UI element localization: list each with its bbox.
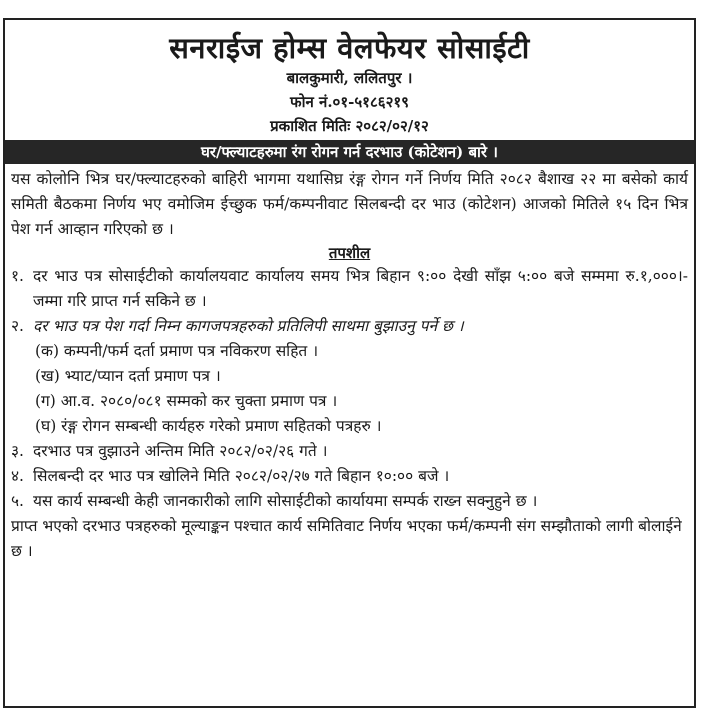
item-text: दरभाउ पत्र वुझाउने अन्तिम मिति २०८२/०२/२६ गते । xyxy=(33,442,328,460)
list-item xyxy=(11,464,688,489)
list-item xyxy=(11,439,688,464)
sub-list-item: (ग) आ.व. २०८०/०८१ सम्मको कर चुक्ता प्रमाण पत्र । xyxy=(35,392,338,410)
sub-list-item: (क) कम्पनी/फर्म दर्ता प्रमाण पत्र नविकरण सहित । xyxy=(35,342,319,360)
address: बालकुमारी, ललितपुर । xyxy=(286,69,413,87)
list-item xyxy=(11,264,688,314)
item-text: दर भाउ पत्र सोसाईटीको कार्यालयवाट कार्यालय समय भित्र बिहान ९:०० देखी साँझ ५:०० बजे सम्ममा रु.१,०००।- जम्मा गरि प्राप्त गर्न सकिने छ । xyxy=(33,267,688,310)
item-text: यस कार्य सम्बन्धी केही जानकारीको लागि सोसाईटीको कार्यायमा सम्पर्क राख्न सक्नुहुने छ । xyxy=(33,492,538,510)
item-number: २. xyxy=(11,317,24,335)
item-number: १. xyxy=(11,267,24,285)
list-item xyxy=(11,314,688,339)
intro-paragraph: यस कोलोनि भित्र घर/फ्ल्याटहरुको बाहिरी भागमा यथासिघ्र रंङ्ग रोगन गर्ने निर्णय मिति २०८२ बैशाख २२ मा बसेको कार्य समिती बैठकमा निर्णय भए वमोजिम ईच्छुक फर्म/कम्पनीवाट सिलबन्दी दर भाउ (कोटेशन) आजको मितिले १५ दिन भित्र पेश गर्न आव्हान गरिएको छ । xyxy=(11,170,688,238)
published-date: प्रकाशित मितिः २०८२/०२/१२ xyxy=(270,117,429,135)
phone-number: फोन नं.०१-५१८६२१९ xyxy=(290,93,409,111)
item-text: दर भाउ पत्र पेश गर्दा निम्न कागजपत्रहरुको प्रतिलिपी साथमा बुझाउनु पर्ने छ । xyxy=(33,317,464,335)
item-text: सिलबन्दी दर भाउ पत्र खोलिने मिति २०८२/०२/२७ गते बिहान १०:०० बजे । xyxy=(33,467,450,485)
notice-box xyxy=(3,18,696,708)
society-title: सनराईज होम्स वेलफेयर सोसाईटी xyxy=(169,31,530,65)
notice-subject-banner: घर/फ्ल्याटहरुमा रंग रोगन गर्न दरभाउ (कोटेशन) बारे । xyxy=(5,140,694,164)
sub-list-item: (ख) भ्याट/प्यान दर्ता प्रमाण पत्र । xyxy=(35,367,221,385)
details-heading: तपशील xyxy=(328,244,371,262)
list-item xyxy=(11,489,688,514)
closing-paragraph: प्राप्त भएको दरभाउ पत्रहरुको मूल्याङ्कन पश्चात कार्य समितिवाट निर्णय भएका फर्म/कम्पनी संग सम्झौताको लागी बोलाईने छ । xyxy=(11,517,682,560)
item-number: ४. xyxy=(11,467,24,485)
item-number: ३. xyxy=(11,442,24,460)
sub-list-item: (घ) रंङ्ग रोगन सम्बन्धी कार्यहरु गरेको प्रमाण सहितको पत्रहरु । xyxy=(35,417,382,435)
item-number: ५. xyxy=(11,492,24,510)
